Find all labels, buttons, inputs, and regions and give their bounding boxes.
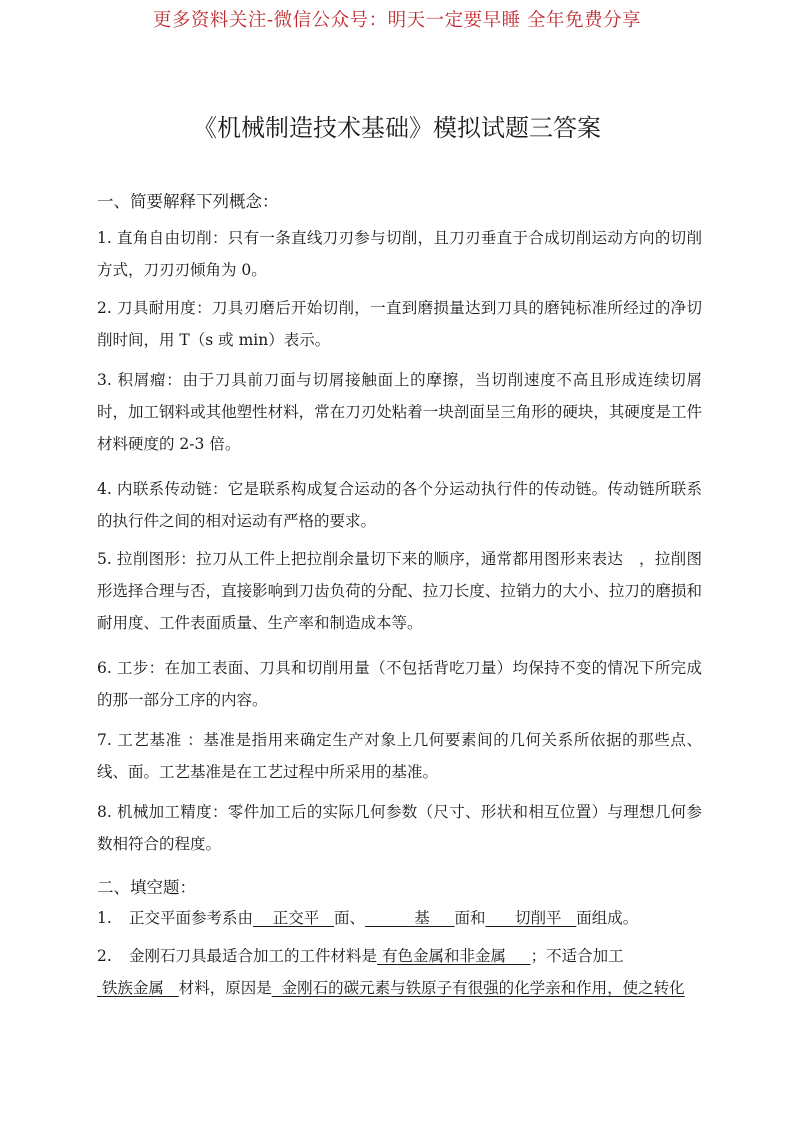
concept-item: 3. 积屑瘤：由于刀具前刀面与切屑接触面上的摩擦，当切削速度不高且形成连续切屑时，加工钢料或其他塑性材料，常在刀刃处粘着一块剖面呈三角形的硬块，其硬度是工件材料硬度的 2-3 倍。 xyxy=(97,371,702,453)
fill-question-1 xyxy=(97,902,709,934)
fill-question-2 xyxy=(97,940,709,1004)
concept-item: 4. 内联系传动链：它是联系构成复合运动的各个分运动执行件的传动链。传动链所联系的执行件之间的相对运动有严格的要求。 xyxy=(97,480,702,530)
answer-blank: 正交平 xyxy=(253,909,335,927)
promo-banner: 更多资料关注-微信公众号：明天一定要早睡 全年免费分享 xyxy=(152,10,642,31)
question-text: ；不适合加工 xyxy=(530,947,624,965)
question-text: 面组成。 xyxy=(576,909,639,927)
concept-item: 1. 直角自由切削：只有一条直线刀刃参与切削，且刀刃垂直于合成切削运动方向的切削方式，刀刃刃倾角为 0。 xyxy=(97,229,702,279)
answer-blank: 切削平 xyxy=(485,909,577,927)
question-text: 材料，原因是 xyxy=(178,979,272,997)
question-text: 金刚石刀具最适合加工的工件材料是 xyxy=(129,947,378,965)
question-text: 正交平面参考系由 xyxy=(129,909,254,927)
concept-item: 6. 工步：在加工表面、刀具和切削用量（不包括背吃刀量）均保持不变的情况下所完成的那一部分工序的内容。 xyxy=(97,659,702,709)
answer-blank: 金刚石的碳元素与铁原子有很强的化学亲和作用，使之转化 xyxy=(271,979,685,997)
question-number: 1. xyxy=(97,909,112,927)
answer-blank: 铁族金属 xyxy=(97,979,179,997)
section-heading-fill-in: 二、填空题： xyxy=(97,878,196,897)
document-title: 《机械制造技术基础》模拟试题三答案 xyxy=(193,114,601,142)
question-text: 面、 xyxy=(334,909,366,927)
concept-item: 7. 工艺基准 ：基准是指用来确定生产对象上几何要素间的几何关系所依据的那些点、线、面。工艺基准是在工艺过程中所采用的基准。 xyxy=(97,731,702,781)
question-number: 2. xyxy=(97,947,112,965)
answer-blank: 基 xyxy=(365,909,455,927)
concept-item: 8. 机械加工精度：零件加工后的实际几何参数（尺寸、形状和相互位置）与理想几何参数相符合的程度。 xyxy=(97,803,702,853)
concept-item: 5. 拉削图形：拉刀从工件上把拉削余量切下来的顺序，通常都用图形来表达 ，拉削图形选择合理与否，直接影响到刀齿负荷的分配、拉刀长度、拉销力的大小、拉刀的磨损和耐用度、工件表面质量、生产率和制造成本等。 xyxy=(97,550,702,632)
section-heading-concepts: 一、简要解释下列概念： xyxy=(97,192,279,211)
question-text: 面和 xyxy=(454,909,486,927)
concept-item: 2. 刀具耐用度：刀具刃磨后开始切削，一直到磨损量达到刀具的磨钝标准所经过的净切削时间，用 T（s 或 min）表示。 xyxy=(97,299,702,349)
answer-blank: 有色金属和非金属 xyxy=(377,947,531,965)
